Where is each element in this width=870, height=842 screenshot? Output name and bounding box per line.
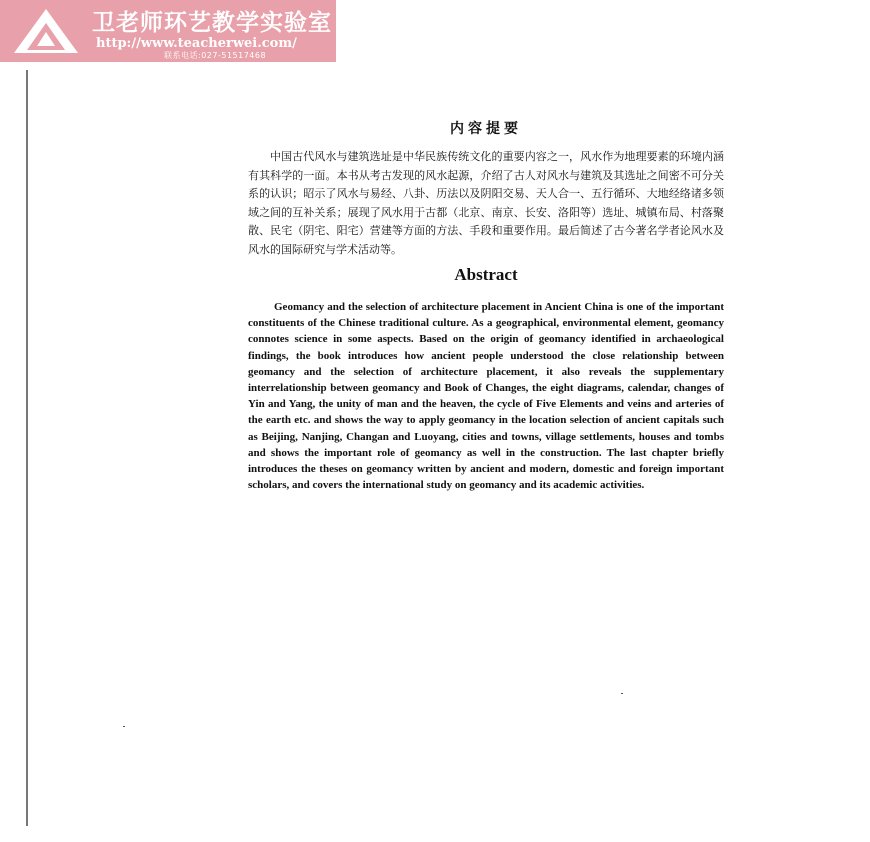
cn-summary-heading: 内容提要 bbox=[450, 121, 522, 137]
scan-speck bbox=[621, 693, 623, 694]
triangle-logo-icon bbox=[10, 6, 82, 56]
watermark-stamp bbox=[0, 0, 336, 62]
scan-speck bbox=[123, 726, 125, 727]
abstract-heading: Abstract bbox=[454, 265, 518, 284]
abstract-text: Geomancy and the selection of architecture placement in Ancient China is one of the important constituents of the Chinese traditional culture. As a geographical, environmental element, geomancy connotes science in some aspects. Based on the origin of geomancy identified in archaeological findings, the book introduces how ancient people understood the close relationship between geomancy and the selection of architecture placement, it also reveals the supplementary interrelationship between geomancy and Book of Changes, the eight diagrams, calendar, changes of Yin and Yang, the unity of man and the heaven, the cycle of Five Elements and veins and arteries of the earth etc. and shows the way to apply geomancy in the location selection of ancient capitals such as Beijing, Nanjing, Changan and Luoyang, cities and towns, village settlements, houses and tombs and shows the important role of geomancy as well in the construction. The last chapter briefly introduces the theses on geomancy written by ancient and modern, domestic and foreign important scholars, and covers the international study on geomancy and its academic activities. bbox=[248, 301, 724, 492]
watermark-url: http://www.teacherwei.com/ bbox=[96, 36, 297, 51]
page-left-edge bbox=[26, 70, 28, 826]
cn-summary-text: 中国古代风水与建筑选址是中华民族传统文化的重要内容之一，风水作为地理要素的环境内涵有其科学的一面。本书从考古发现的风水起源，介绍了古人对风水与建筑及其选址之间密不可分关系的认识；昭示了风水与易经、八卦、历法以及阴阳交易、天人合一、五行循环、大地经络诸多领域之间的互补关系；展现了风水用于古都（北京、南京、长安、洛阳等）选址、城镇布局、村落聚散、民宅（阴宅、阳宅）营建等方面的方法、手段和重要作用。最后简述了古今著名学者论风水及风水的国际研究与学术活动等。 bbox=[248, 150, 724, 256]
watermark-phone: 联系电话:027-51517468 bbox=[164, 51, 267, 60]
watermark-name: 卫老师环艺教学实验室 bbox=[92, 9, 332, 36]
